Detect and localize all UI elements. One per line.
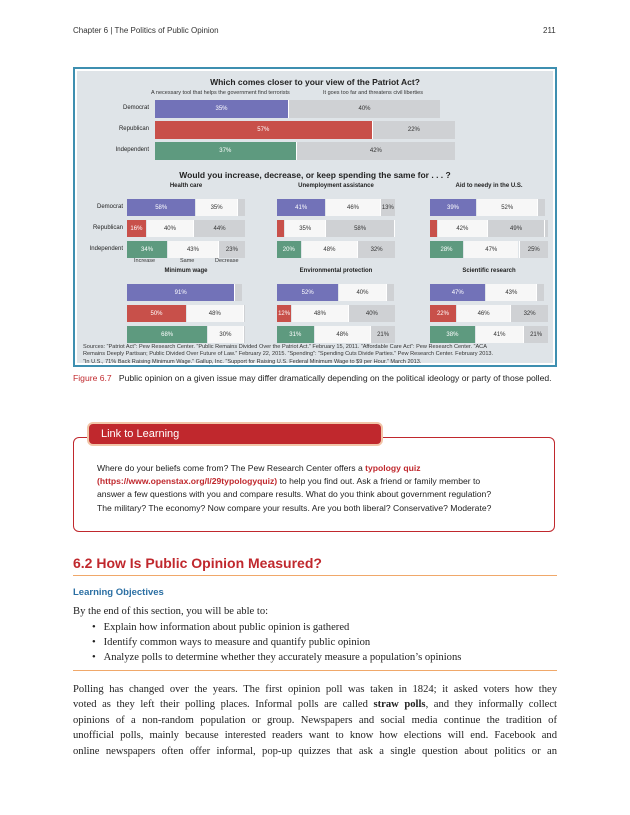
bar-unemployment-assistance-independent-increase: 20% xyxy=(277,241,301,258)
bar-scientific-research-republican-increase: 22% xyxy=(430,305,456,322)
objective-3-text: Analyze polls to determine whether they accurately measure a population’s opinions xyxy=(103,652,462,663)
bar-scientific-research-democrat-increase: 47% xyxy=(430,284,485,301)
bar-aid-to-needy-in-the-u-s--republican-remainder xyxy=(544,220,548,237)
bar-aid-to-needy-in-the-u-s--independent-increase: 28% xyxy=(430,241,463,258)
bar-environmental-protection-independent-increase: 31% xyxy=(277,326,314,343)
spending-row-label-democrat: Democrat xyxy=(96,204,123,210)
patriot-bar-toofar-independent: 42% xyxy=(296,142,456,160)
bar-scientific-research-democrat-remainder xyxy=(536,284,544,301)
panel-title-minimum-wage: Minimum wage xyxy=(164,268,208,274)
bar-minimum-wage-republican-remainder xyxy=(243,305,245,322)
figure-caption xyxy=(73,373,557,384)
panel-title-health-care: Health care xyxy=(169,183,203,189)
bar-minimum-wage-independent-remainder xyxy=(243,326,245,343)
bar-aid-to-needy-in-the-u-s--republican-same: 42% xyxy=(437,220,487,237)
figure-caption-text: Public opinion on a given issue may differ dramatically depending on the political ideology or party of those polled. xyxy=(118,373,552,383)
patriot-row-label-republican: Republican xyxy=(118,126,149,132)
bar-environmental-protection-republican-increase: 12% xyxy=(277,305,291,322)
term-straw-polls: straw polls xyxy=(373,699,426,711)
ltl-text-2: to help you find out. Ask a friend or family member to xyxy=(279,476,481,487)
bar-aid-to-needy-in-the-u-s--republican-decrease: 49% xyxy=(487,220,545,237)
figure-number: Figure 6.7 xyxy=(73,373,112,383)
typology-quiz-url-link[interactable]: (https://www.openstax.org/l/29typologyquiz) xyxy=(97,476,278,487)
bar-aid-to-needy-in-the-u-s--democrat-remainder xyxy=(537,199,545,216)
typology-quiz-link[interactable]: typology quiz xyxy=(365,463,421,473)
patriot-legend-right: It goes too far and threatens civil liberties xyxy=(323,90,423,96)
bar-minimum-wage-republican-increase: 50% xyxy=(127,305,186,322)
sources-line-2: Remains Deeply Partisan; Public Divided Over Future of Law.” February 22, 2015. “Spending”: “Spending Cuts Divide Parties.” Pew Research Center. February 2013. xyxy=(83,351,494,358)
patriot-legend-left: A necessary tool that helps the government find terrorists xyxy=(151,90,290,96)
bar-aid-to-needy-in-the-u-s--independent-decrease: 25% xyxy=(519,241,549,258)
para-line-2a: voted as they left their polling places. Informal polls are called xyxy=(73,699,368,711)
objectives-rule xyxy=(73,670,557,671)
bar-scientific-research-democrat-same: 43% xyxy=(485,284,536,301)
bar-health-care-democrat-remainder xyxy=(237,199,245,216)
bar-unemployment-assistance-republican-same: 35% xyxy=(284,220,325,237)
sources-line-1: Sources: “Patriot Act”: Pew Research Center. “Public Remains Divided Over the Patriot Act.” February 15, 2011. “Affordable Care Act”: Pew Research Center. “ACA xyxy=(83,344,487,350)
bar-unemployment-assistance-democrat-increase: 41% xyxy=(277,199,325,216)
panel-title-scientific-research: Scientific research xyxy=(462,268,516,274)
bar-unemployment-assistance-democrat-decrease: 13% xyxy=(380,199,395,216)
figure-canvas xyxy=(77,71,553,363)
body-paragraph xyxy=(73,682,557,759)
panel-title-environmental-protection: Environmental protection xyxy=(299,268,373,274)
section-rule xyxy=(73,575,557,576)
learning-objectives-heading: Learning Objectives xyxy=(73,587,164,598)
bar-minimum-wage-independent-same: 30% xyxy=(207,326,242,343)
para-line-4: unofficial polls, mainly because interested readers want to know how elections will end. Facebook and xyxy=(73,730,557,742)
page-number: 211 xyxy=(543,26,556,35)
bar-health-care-independent-increase: 34% xyxy=(127,241,167,258)
para-line-2b: , and they informally collect xyxy=(425,699,557,711)
objective-2: • Identify common ways to measure and quantify public opinion xyxy=(92,637,371,648)
sources-line-3: “In U.S., 71% Back Raising Minimum Wage.” Gallup, Inc. “Support for Raising U.S. Federal Minimum Wage to $9 per Hour.” March 2013. xyxy=(83,358,422,365)
bar-health-care-republican-same: 40% xyxy=(146,220,193,237)
bar-unemployment-assistance-democrat-same: 46% xyxy=(325,199,379,216)
bar-aid-to-needy-in-the-u-s--independent-same: 47% xyxy=(463,241,518,258)
link-to-learning-text xyxy=(97,462,537,515)
bar-environmental-protection-independent-same: 48% xyxy=(314,326,371,343)
para-line-2 xyxy=(73,697,557,712)
patriot-act-title: Which comes closer to your view of the Patriot Act? xyxy=(210,77,420,87)
bar-environmental-protection-democrat-same: 40% xyxy=(338,284,385,301)
panel-title-aid-to-needy-in-the-u-s-: Aid to needy in the U.S. xyxy=(455,183,523,189)
bar-minimum-wage-democrat-remainder xyxy=(234,284,242,301)
para-line-3: opinions of a non-random population or group. Newspapers and social media continue the tradition of xyxy=(73,714,557,726)
objective-1: • Explain how information about public opinion is gathered xyxy=(92,622,350,633)
bar-unemployment-assistance-republican-decrease: 58% xyxy=(325,220,393,237)
section-title: 6.2 How Is Public Opinion Measured? xyxy=(73,555,322,571)
bar-aid-to-needy-in-the-u-s--republican-increase xyxy=(430,220,437,237)
spending-row-label-republican: Republican xyxy=(92,225,123,231)
legend-increase: Increase xyxy=(134,258,156,264)
patriot-bar-tool-democrat: 35% xyxy=(155,100,288,118)
objective-2-text: Identify common ways to measure and quantify public opinion xyxy=(103,637,371,648)
legend-same: Same xyxy=(180,258,195,264)
bar-health-care-republican-increase: 16% xyxy=(127,220,146,237)
bar-scientific-research-independent-decrease: 21% xyxy=(523,326,548,343)
bar-environmental-protection-independent-decrease: 21% xyxy=(370,326,395,343)
bar-scientific-research-independent-same: 41% xyxy=(475,326,523,343)
bar-aid-to-needy-in-the-u-s--democrat-increase: 39% xyxy=(430,199,476,216)
bar-environmental-protection-republican-same: 48% xyxy=(291,305,348,322)
patriot-row-label-independent: Independent xyxy=(115,147,149,153)
patriot-bar-tool-republican: 57% xyxy=(155,121,372,139)
panel-title-unemployment-assistance: Unemployment assistance xyxy=(298,183,374,189)
figure-sources xyxy=(83,344,553,366)
bar-unemployment-assistance-republican-increase xyxy=(277,220,284,237)
figure-6-7 xyxy=(73,67,557,367)
bar-health-care-democrat-same: 35% xyxy=(195,199,236,216)
spending-row-label-independent: Independent xyxy=(89,246,123,252)
bar-unemployment-assistance-republican-remainder xyxy=(394,220,395,237)
bar-minimum-wage-independent-increase: 68% xyxy=(127,326,207,343)
bar-minimum-wage-democrat-increase: 91% xyxy=(127,284,234,301)
bar-environmental-protection-democrat-increase: 52% xyxy=(277,284,338,301)
ltl-text-4: The military? The economy? Now compare your results. Are you both liberal? Conservative? Moderate? xyxy=(97,502,492,513)
running-header: Chapter 6 | The Politics of Public Opinion xyxy=(73,26,219,35)
patriot-bar-toofar-republican: 22% xyxy=(372,121,456,139)
spending-title: Would you increase, decrease, or keep spending the same for . . . ? xyxy=(179,170,451,180)
objective-3: • Analyze polls to determine whether they accurately measure a population’s opinions xyxy=(92,652,462,663)
ltl-text-1: Where do your beliefs come from? The Pew Research Center offers a xyxy=(97,463,363,473)
bar-environmental-protection-democrat-remainder xyxy=(386,284,394,301)
para-line-5: online newspapers often offer informal, pop-up quizzes that ask a single question about politics or an xyxy=(73,745,557,757)
para-line-1: Polling has changed over the years. The first opinion poll was taken in 1824; it asked voters how they xyxy=(73,684,557,695)
bar-unemployment-assistance-independent-decrease: 32% xyxy=(357,241,395,258)
bar-health-care-republican-decrease: 44% xyxy=(193,220,245,237)
objectives-intro: By the end of this section, you will be able to: xyxy=(73,606,269,617)
link-to-learning-title: Link to Learning xyxy=(87,422,383,446)
bar-minimum-wage-republican-same: 48% xyxy=(186,305,243,322)
bar-scientific-research-republican-same: 46% xyxy=(456,305,510,322)
bar-scientific-research-independent-increase: 38% xyxy=(430,326,475,343)
patriot-bar-tool-independent: 37% xyxy=(155,142,296,160)
bar-aid-to-needy-in-the-u-s--democrat-same: 52% xyxy=(476,199,537,216)
bar-scientific-research-republican-decrease: 32% xyxy=(510,305,548,322)
ltl-text-3: answer a few questions with you and compare results. What do you think about government regulation? xyxy=(97,489,492,500)
objective-1-text: Explain how information about public opinion is gathered xyxy=(103,622,350,633)
bar-health-care-independent-same: 43% xyxy=(167,241,218,258)
patriot-row-label-democrat: Democrat xyxy=(122,105,149,111)
patriot-bar-toofar-democrat: 40% xyxy=(288,100,440,118)
bar-health-care-independent-decrease: 23% xyxy=(218,241,245,258)
bar-health-care-democrat-increase: 58% xyxy=(127,199,195,216)
bar-environmental-protection-republican-decrease: 40% xyxy=(348,305,395,322)
legend-decrease: Decrease xyxy=(215,258,239,264)
bar-unemployment-assistance-independent-same: 48% xyxy=(301,241,358,258)
